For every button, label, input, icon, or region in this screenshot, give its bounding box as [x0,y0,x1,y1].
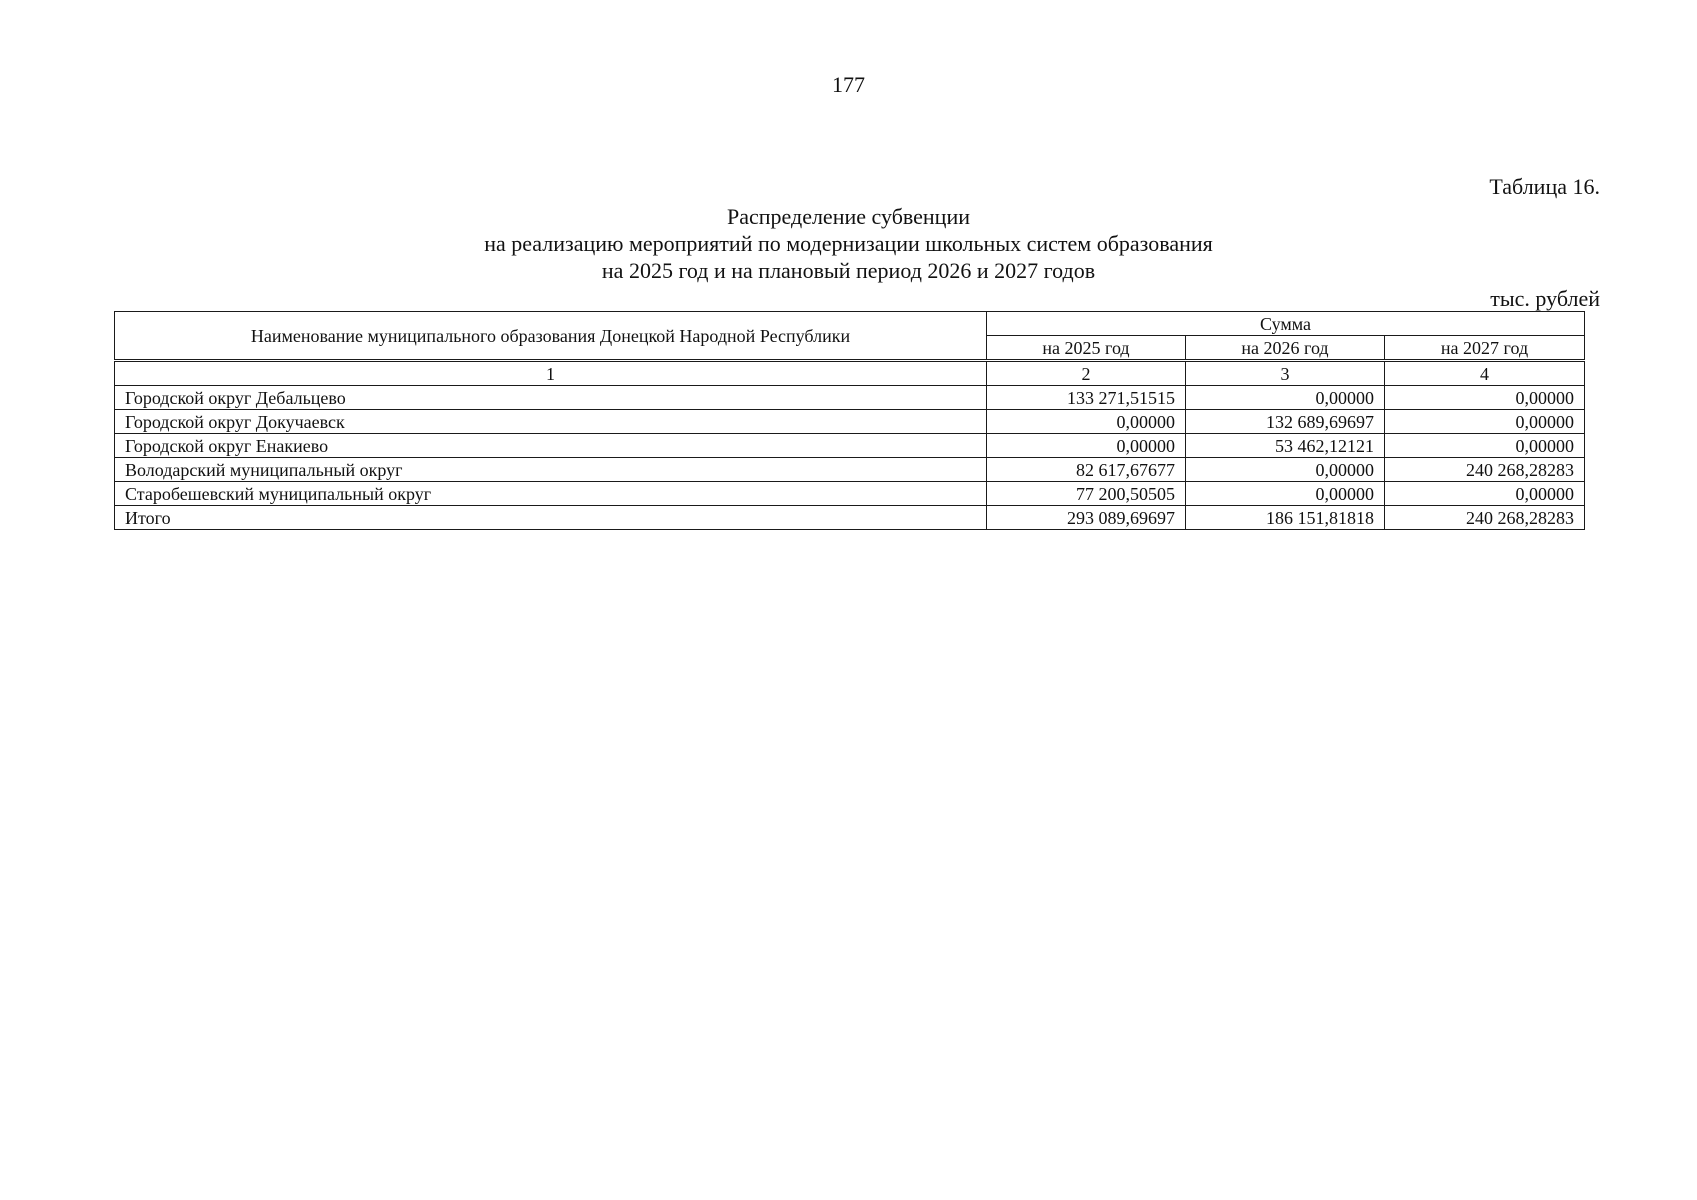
value-2025: 77 200,50505 [987,482,1186,506]
municipality-name: Городской округ Докучаевск [115,410,987,434]
total-2027: 240 268,28283 [1385,506,1585,530]
table-title [0,203,1697,284]
value-2027: 240 268,28283 [1385,458,1585,482]
value-2027: 0,00000 [1385,482,1585,506]
header-municipality-name: Наименование муниципального образования Донецкой Народной Республики [115,312,987,361]
column-number-1: 1 [115,361,987,386]
header-year-2026: на 2026 год [1186,336,1385,361]
value-2026: 0,00000 [1186,482,1385,506]
value-2027: 0,00000 [1385,410,1585,434]
units-label: тыс. рублей [1490,286,1600,311]
value-2025: 133 271,51515 [987,386,1186,410]
municipality-name: Старобешевский муниципальный округ [115,482,987,506]
column-number-2: 2 [987,361,1186,386]
title-line-1: Распределение субвенции [726,204,971,229]
value-2025: 0,00000 [987,434,1186,458]
value-2026: 132 689,69697 [1186,410,1385,434]
total-row [115,506,1585,530]
municipality-name: Володарский муниципальный округ [115,458,987,482]
title-line-2: на реализацию мероприятий по модернизации школьных систем образования [484,231,1213,256]
total-2025: 293 089,69697 [987,506,1186,530]
table-row [115,410,1585,434]
column-number-3: 3 [1186,361,1385,386]
column-number-4: 4 [1385,361,1585,386]
header-year-2027: на 2027 год [1385,336,1585,361]
value-2027: 0,00000 [1385,434,1585,458]
table-row [115,482,1585,506]
table-row [115,434,1585,458]
page-number: 177 [832,72,865,97]
header-year-2025: на 2025 год [987,336,1186,361]
municipality-name: Городской округ Енакиево [115,434,987,458]
header-sum: Сумма [987,312,1585,336]
value-2026: 0,00000 [1186,458,1385,482]
value-2025: 0,00000 [987,410,1186,434]
municipality-name: Городской округ Дебальцево [115,386,987,410]
table-row [115,458,1585,482]
total-2026: 186 151,81818 [1186,506,1385,530]
total-label: Итого [115,506,987,530]
header-row-1 [115,312,1585,336]
title-line-3: на 2025 год и на плановый период 2026 и 2027 годов [601,258,1096,283]
value-2026: 0,00000 [1186,386,1385,410]
value-2025: 82 617,67677 [987,458,1186,482]
subvention-table [114,311,1585,530]
table-row [115,386,1585,410]
value-2026: 53 462,12121 [1186,434,1385,458]
value-2027: 0,00000 [1385,386,1585,410]
table-label: Таблица 16. [1489,174,1600,199]
column-number-row [115,361,1585,386]
